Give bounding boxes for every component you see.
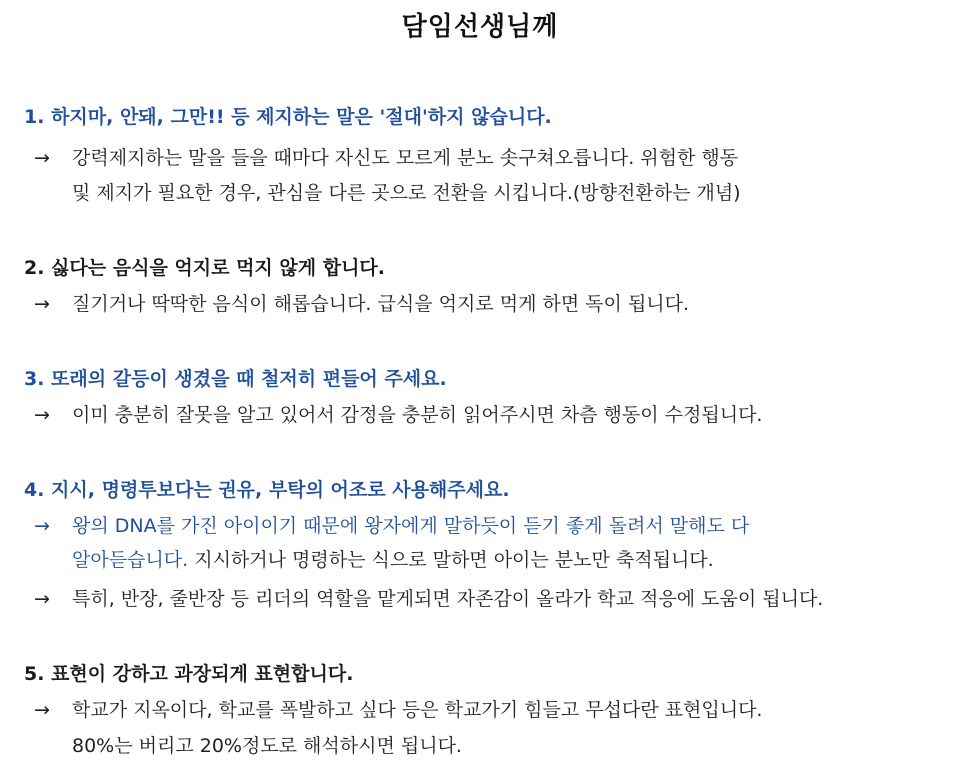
item-4-line-2 bbox=[72, 547, 714, 573]
item-5-line-1 bbox=[34, 697, 762, 723]
item-4-text-1: 왕의 DNA를 가진 아이이기 때문에 왕자에게 말하듯이 듣기 좋게 돌려서 말해도 다 bbox=[72, 515, 750, 537]
item-2-heading: 2. 싫다는 음식을 억지로 먹지 않게 합니다. bbox=[24, 257, 386, 279]
arrow-icon: → bbox=[34, 404, 50, 426]
item-5-text-1: 학교가 지옥이다, 학교를 폭발하고 싶다 등은 학교가기 힘들고 무섭다란 표현입니다. bbox=[72, 699, 763, 721]
item-5-heading: 5. 표현이 강하고 과장되게 표현합니다. bbox=[24, 663, 354, 685]
arrow-icon: → bbox=[34, 515, 50, 537]
item-4-text-4: 특히, 반장, 줄반장 등 리더의 역할을 맡게되면 자존감이 올라가 학교 적응에 도움이 됩니다. bbox=[72, 588, 824, 610]
item-3-heading: 3. 또래의 갈등이 생겼을 때 철저히 편들어 주세요. bbox=[24, 368, 447, 390]
arrow-icon: → bbox=[34, 588, 50, 610]
item-5-line-2: 80%는 버리고 20%정도로 해석하시면 됩니다. bbox=[72, 735, 462, 757]
item-4-heading: 4. 지시, 명령투보다는 권유, 부탁의 어조로 사용해주세요. bbox=[24, 479, 510, 501]
item-1-line-2: 및 제지가 필요한 경우, 관심을 다른 곳으로 전환을 시킵니다.(방향전환하는 개념) bbox=[72, 182, 741, 204]
arrow-icon: → bbox=[34, 699, 50, 721]
item-4-line-1 bbox=[34, 513, 749, 539]
item-1-heading: 1. 하지마, 안돼, 그만!! 등 제지하는 말은 '절대'하지 않습니다. bbox=[24, 106, 552, 128]
item-4-text-3: 지시하거나 명령하는 식으로 말하면 아이는 분노만 축적됩니다. bbox=[194, 549, 714, 571]
item-3-text-1: 이미 충분히 잘못을 알고 있어서 감정을 충분히 읽어주시면 차츰 행동이 수정됩니다. bbox=[72, 404, 763, 426]
item-2-line-1 bbox=[34, 291, 689, 317]
item-4-text-2: 알아듣습니다. bbox=[72, 549, 189, 571]
item-3-line-1 bbox=[34, 402, 762, 428]
item-4-line-4 bbox=[34, 586, 823, 612]
item-1-line-1 bbox=[34, 145, 738, 171]
arrow-icon: → bbox=[34, 293, 50, 315]
item-2-text-1: 질기거나 딱딱한 음식이 해롭습니다. 급식을 억지로 먹게 하면 독이 됩니다. bbox=[72, 293, 690, 315]
letter-title: 담임선생님께 bbox=[401, 12, 559, 42]
item-1-text-1: 강력제지하는 말을 들을 때마다 자신도 모르게 분노 솟구쳐오릅니다. 위험한 행동 bbox=[72, 147, 739, 169]
arrow-icon: → bbox=[34, 147, 50, 169]
